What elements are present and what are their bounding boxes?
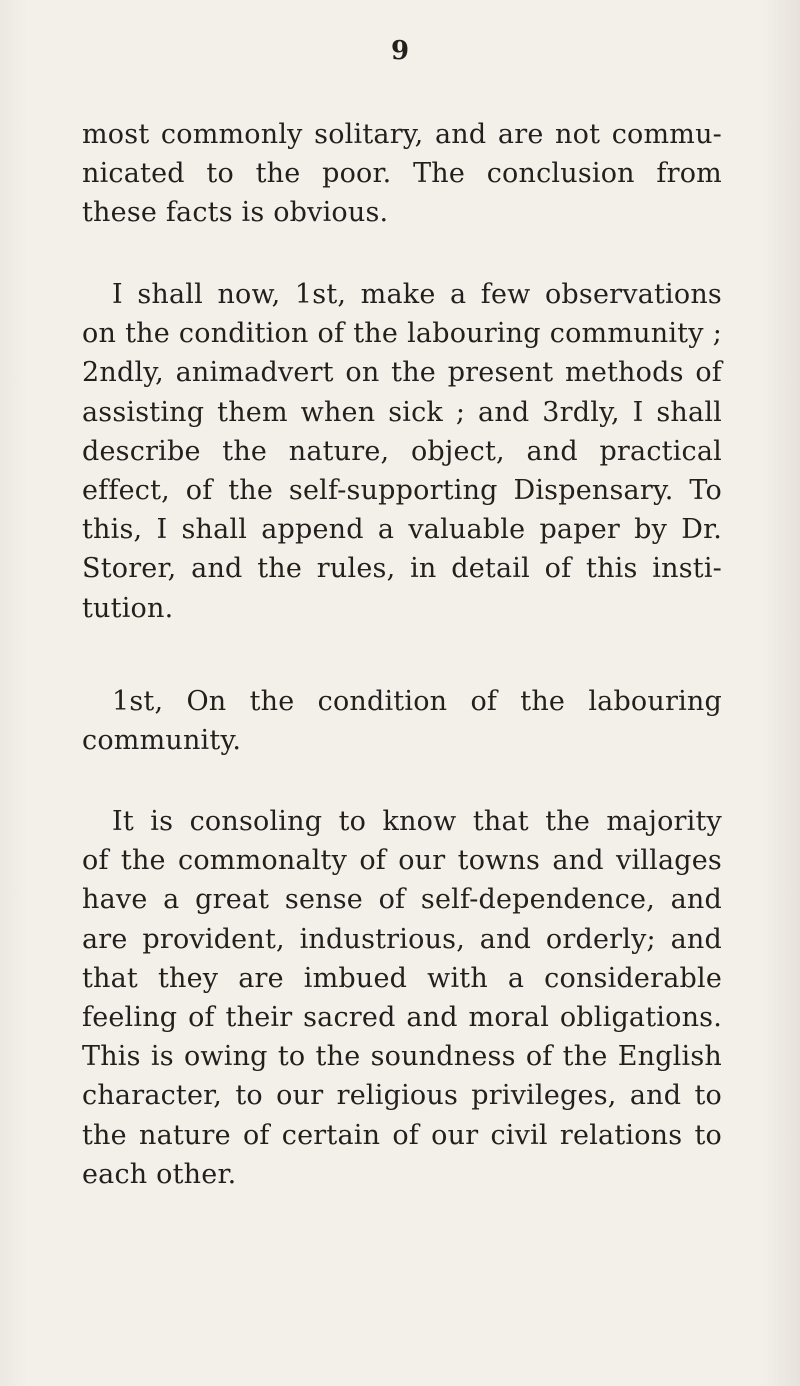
text-line: assisting them when sick ; and 3rdly, I shall: [82, 396, 722, 428]
text-line: 2ndly, animadvert on the present methods of: [82, 357, 722, 389]
text-line: on the condition of the labouring community ;: [82, 318, 722, 350]
text-line: this, I shall append a valuable paper by Dr.: [82, 514, 722, 546]
text-line: tution.: [82, 592, 174, 624]
text-line: nicated to the poor. The conclusion from: [82, 158, 722, 190]
page-number: 9: [390, 36, 410, 66]
text-line: 1st, On the condition of the labouring: [112, 686, 722, 717]
text-line: It is consoling to know that the majority: [112, 806, 722, 837]
text-line: the nature of certain of our civil relations to: [82, 1119, 722, 1151]
text-line: are provident, industrious, and orderly; and: [82, 923, 722, 955]
text-line: have a great sense of self-dependence, and: [82, 884, 722, 916]
text-line: This is owing to the soundness of the English: [82, 1041, 722, 1073]
text-line: I shall now, 1st, make a few observations: [112, 279, 722, 310]
text-line: these facts is obvious.: [82, 197, 389, 229]
text-line: community.: [82, 725, 242, 757]
text-line: Storer, and the rules, in detail of this insti-: [82, 553, 722, 585]
text-line: effect, of the self-supporting Dispensary. To: [82, 475, 722, 507]
section-heading-paragraph: [82, 682, 722, 760]
text-line: character, to our religious privileges, and to: [82, 1080, 722, 1112]
text-line: describe the nature, object, and practical: [82, 435, 722, 467]
text-line: of the commonalty of our towns and villages: [82, 845, 722, 877]
paragraph-4: [82, 802, 722, 1194]
paragraph-1: [82, 115, 722, 233]
paragraph-2: [82, 275, 722, 628]
text-line: most commonly solitary, and are not commu-: [82, 119, 722, 150]
text-line: each other.: [82, 1158, 237, 1190]
text-line: feeling of their sacred and moral obligations.: [82, 1002, 722, 1034]
text-line: that they are imbued with a considerable: [82, 962, 722, 994]
